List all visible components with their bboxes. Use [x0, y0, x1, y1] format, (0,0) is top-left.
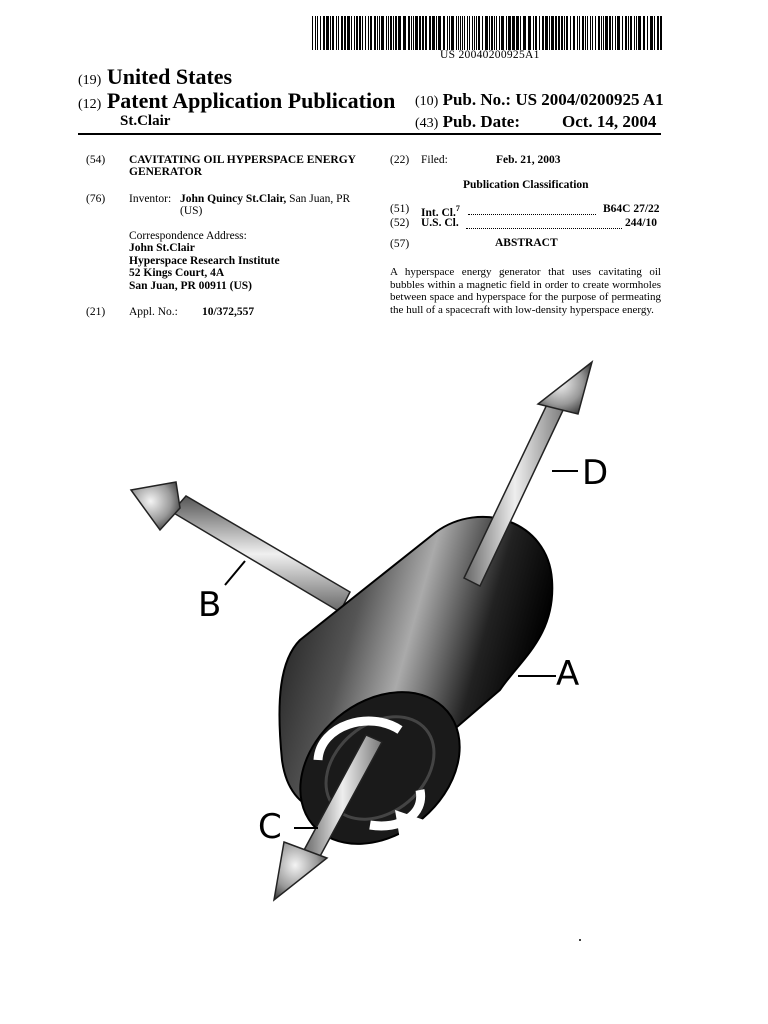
correspondence-line: Hyperspace Research Institute	[129, 255, 280, 267]
appl-code: (21)	[86, 306, 106, 318]
uscl-value: 244/10	[625, 217, 657, 229]
type-code: (12)	[78, 97, 102, 112]
intcl-label-text: Int. Cl.	[421, 206, 456, 219]
abstract-heading: ABSTRACT	[495, 237, 558, 249]
inventor-code: (76)	[86, 193, 106, 205]
inventor-place: San Juan, PR	[286, 193, 351, 205]
label-a: A	[556, 654, 580, 694]
pub-date-label: Pub. Date:	[442, 112, 521, 131]
title-line-2: GENERATOR	[129, 166, 203, 178]
abstract-text: A hyperspace energy generator that uses cavitating oil bubbles within a magnetic field in order to create wormholes between space and hyperspace for the purpose of permeating the hull of a spacecraft with low-density hyperspace energy.	[390, 266, 661, 316]
barcode-number: US 20040200925A1	[440, 49, 540, 61]
pub-date-code: (43)	[415, 116, 439, 131]
filed-value: Feb. 21, 2003	[496, 154, 561, 166]
inventor-country: (US)	[180, 205, 203, 217]
inventor-name: John Quincy St.Clair,	[180, 193, 287, 205]
country-name: United States	[106, 64, 233, 89]
uscl-label: U.S. Cl.	[421, 217, 459, 229]
inventor-surname: St.Clair	[120, 113, 171, 129]
pub-no-value: US 2004/0200925 A1	[515, 90, 664, 109]
label-d: D	[582, 453, 609, 493]
pub-no-label: Pub. No.:	[442, 90, 512, 109]
leader-line-b	[225, 561, 245, 585]
filed-code: (22)	[390, 154, 410, 166]
inventor-label: Inventor:	[129, 193, 172, 205]
uscl-code: (52)	[390, 217, 410, 229]
publication-type: Patent Application Publication	[106, 88, 396, 113]
pub-date-value: Oct. 14, 2004	[562, 112, 657, 131]
rod-b	[131, 482, 350, 612]
label-c: C	[258, 807, 282, 847]
speck	[579, 939, 581, 941]
label-b: B	[198, 585, 222, 625]
correspondence-label: Correspondence Address:	[129, 230, 247, 242]
correspondence-line: 52 Kings Court, 4A	[129, 267, 225, 279]
abstract-code: (57)	[390, 238, 410, 250]
appl-label: Appl. No.:	[129, 306, 178, 318]
classification-heading: Publication Classification	[463, 179, 589, 191]
correspondence-line: San Juan, PR 00911 (US)	[129, 280, 253, 292]
title-line-1: CAVITATING OIL HYPERSPACE ENERGY	[129, 154, 356, 166]
filed-label: Filed:	[421, 154, 448, 166]
pub-no-code: (10)	[415, 94, 439, 109]
correspondence-line: John St.Clair	[129, 242, 195, 254]
intcl-code: (51)	[390, 203, 410, 215]
title-code: (54)	[86, 154, 106, 166]
appl-value: 10/372,557	[202, 306, 255, 318]
country-code: (19)	[78, 73, 102, 88]
intcl-superscript: 7	[455, 204, 460, 213]
intcl-value: B64C 27/22	[603, 203, 660, 215]
